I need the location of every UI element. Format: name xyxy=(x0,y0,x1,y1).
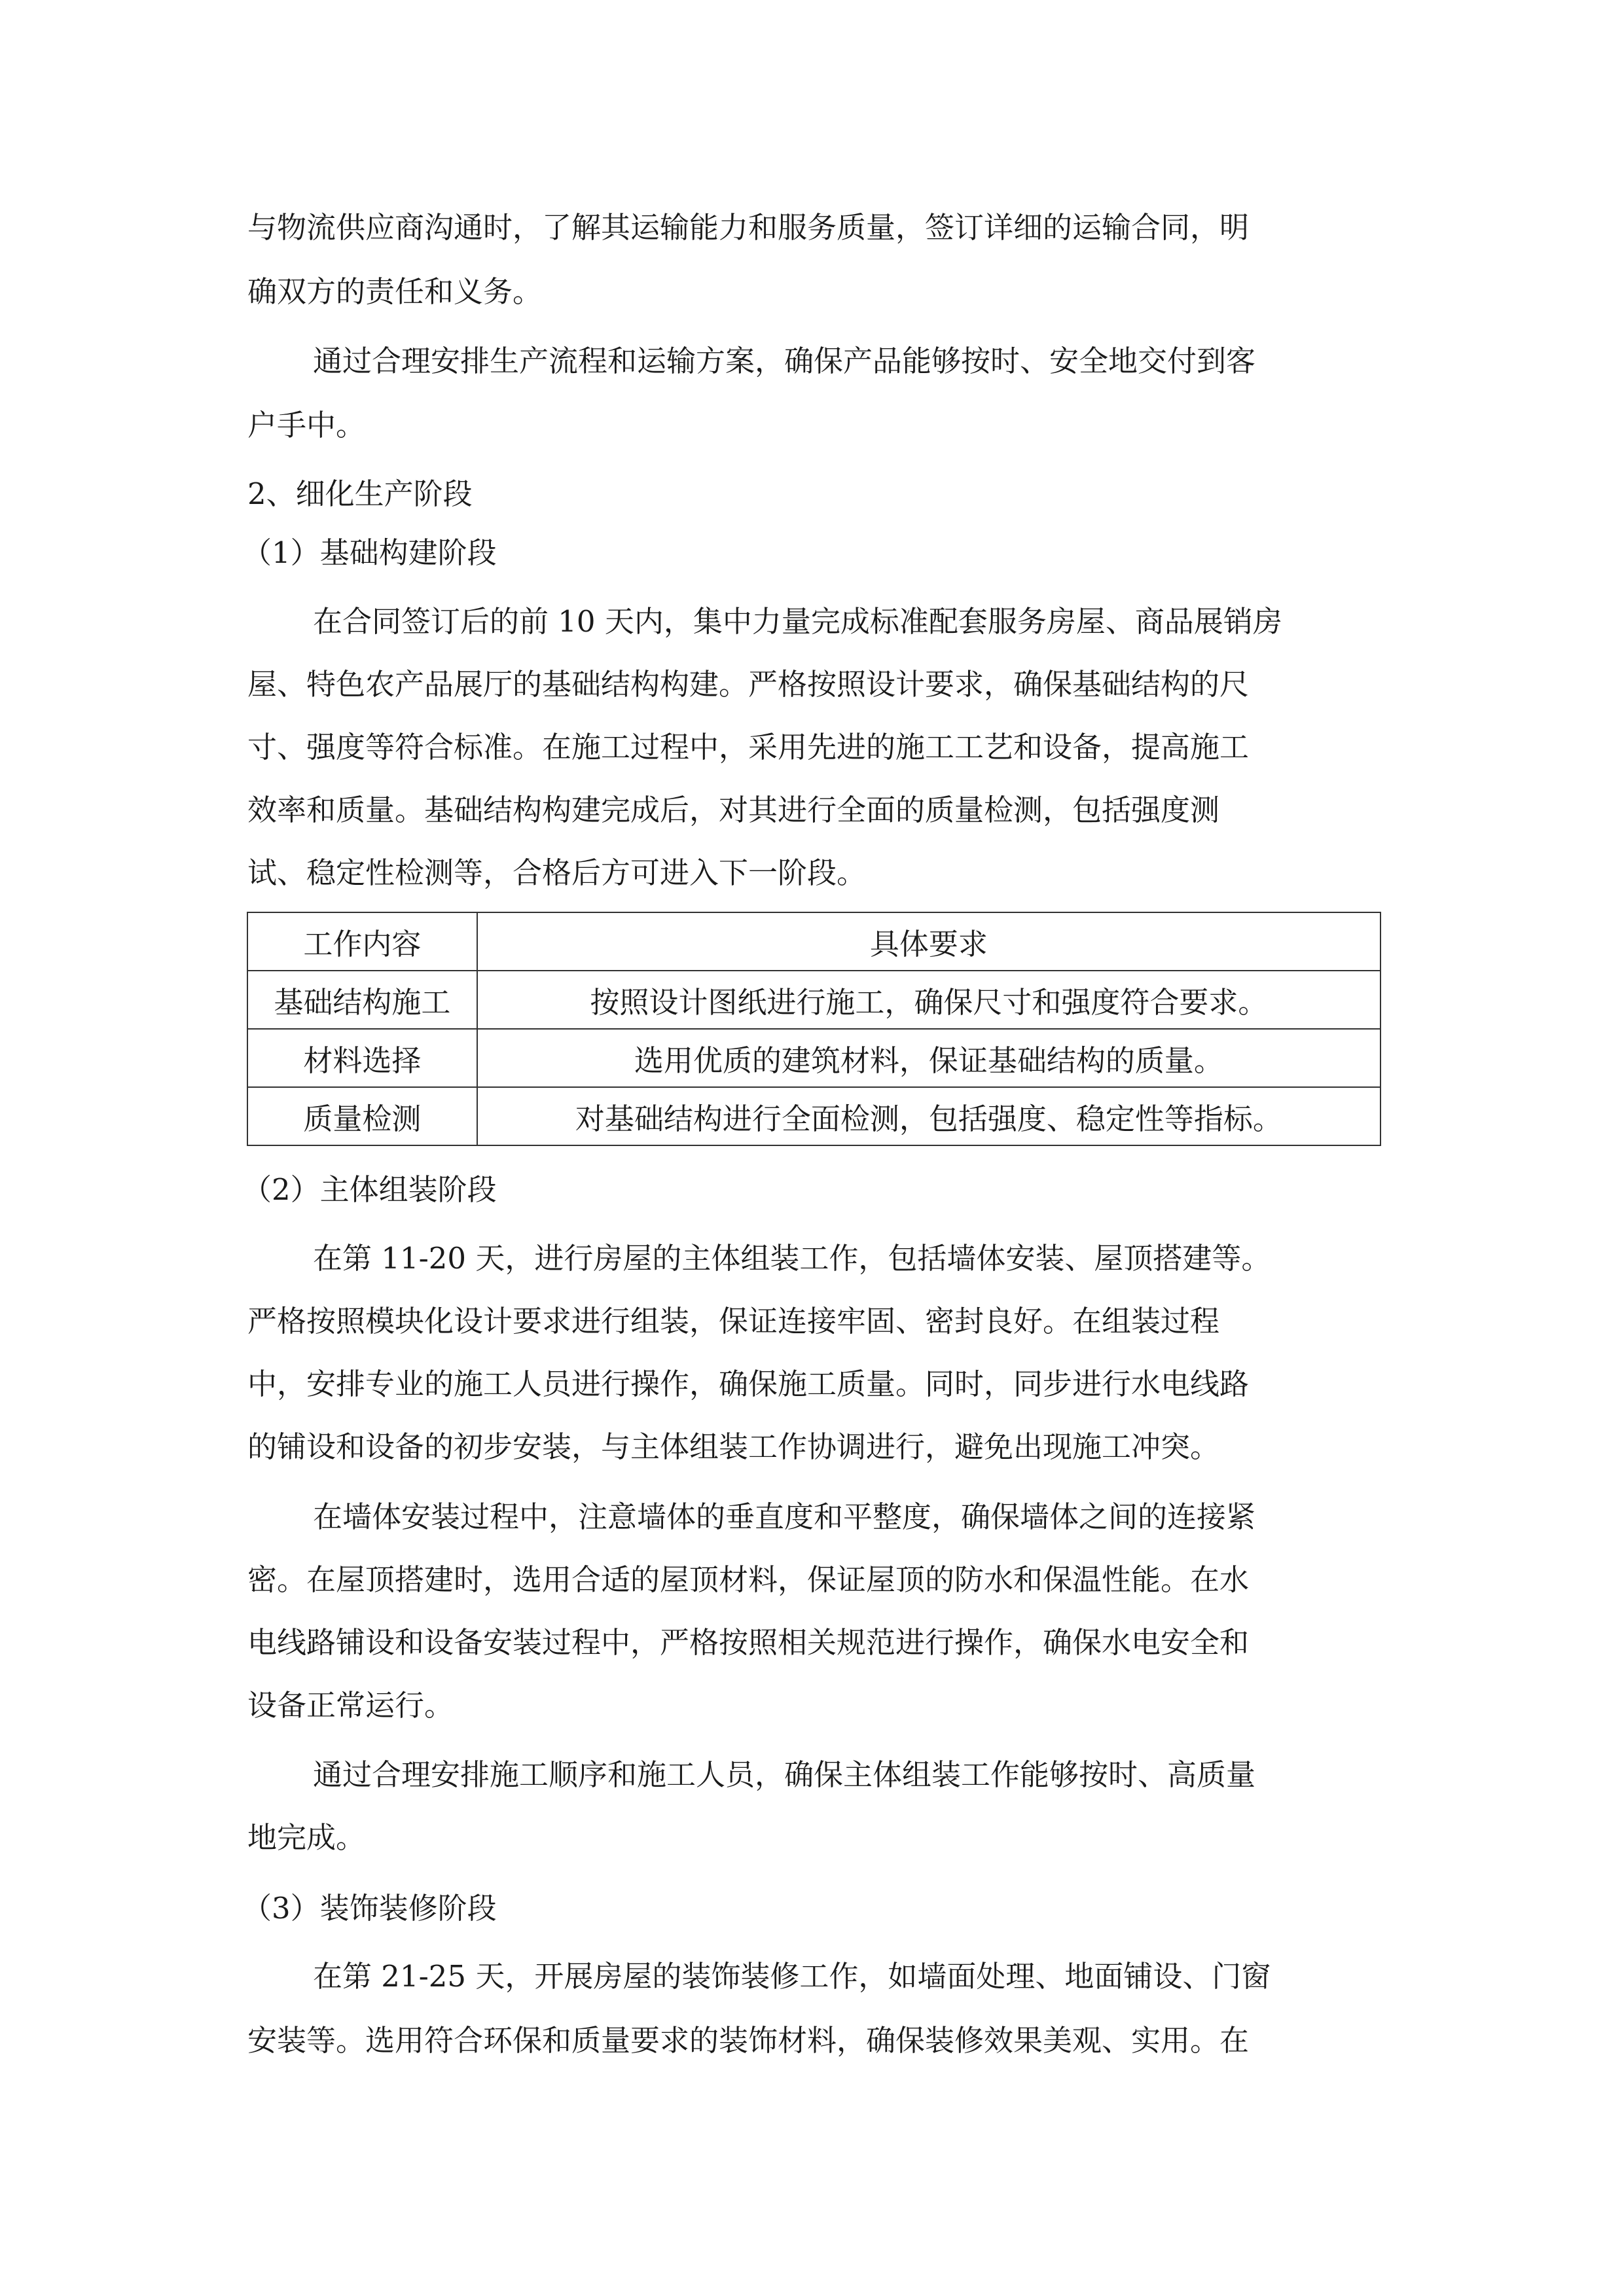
paragraph-line: 屋、特色农产品展厅的基础结构构建。严格按照设计要求，确保基础结构的尺 xyxy=(247,667,1250,702)
paragraph-line: 通过合理安排生产流程和运输方案，确保产品能够按时、安全地交付到客 xyxy=(313,344,1256,378)
table-row xyxy=(247,1029,1380,1087)
paragraph-line: 设备正常运行。 xyxy=(247,1688,454,1723)
paragraph-line: 确双方的责任和义务。 xyxy=(247,274,543,309)
paragraph-line: 地完成。 xyxy=(247,1820,366,1855)
table-header-cell: 具体要求 xyxy=(477,912,1380,971)
table-row xyxy=(247,1087,1380,1145)
table-cell: 基础结构施工 xyxy=(247,971,477,1029)
paragraph-line: 电线路铺设和设备安装过程中，严格按照相关规范进行操作，确保水电安全和 xyxy=(247,1625,1250,1660)
paragraph-line: 严格按照模块化设计要求进行组装，保证连接牢固、密封良好。在组装过程 xyxy=(247,1304,1220,1338)
subsection-heading: （2）主体组装阶段 xyxy=(242,1172,497,1207)
table-row xyxy=(247,971,1380,1029)
paragraph-line: 在合同签订后的前 10 天内，集中力量完成标准配套服务房屋、商品展销房 xyxy=(313,604,1282,639)
table-cell: 对基础结构进行全面检测，包括强度、稳定性等指标。 xyxy=(477,1087,1380,1145)
paragraph-line: 试、稳定性检测等，合格后方可进入下一阶段。 xyxy=(247,855,867,890)
paragraph-line: 与物流供应商沟通时，了解其运输能力和服务质量，签订详细的运输合同，明 xyxy=(247,210,1250,245)
paragraph-line: 通过合理安排施工顺序和施工人员，确保主体组装工作能够按时、高质量 xyxy=(313,1757,1256,1792)
table-header-cell: 工作内容 xyxy=(247,912,477,971)
paragraph-line: 的铺设和设备的初步安装，与主体组装工作协调进行，避免出现施工冲突。 xyxy=(247,1429,1220,1464)
table-cell: 质量检测 xyxy=(247,1087,477,1145)
paragraph-line: 在墙体安装过程中，注意墙体的垂直度和平整度，确保墙体之间的连接紧 xyxy=(313,1499,1256,1534)
section-heading: 2、细化生产阶段 xyxy=(247,476,473,511)
table-cell: 选用优质的建筑材料，保证基础结构的质量。 xyxy=(477,1029,1380,1087)
paragraph-line: 在第 21-25 天，开展房屋的装饰装修工作，如墙面处理、地面铺设、门窗 xyxy=(313,1959,1271,1994)
paragraph-line: 寸、强度等符合标准。在施工过程中，采用先进的施工工艺和设备，提高施工 xyxy=(247,730,1250,764)
subsection-heading: （1）基础构建阶段 xyxy=(242,535,497,570)
paragraph-line: 安装等。选用符合环保和质量要求的装饰材料，确保装修效果美观、实用。在 xyxy=(247,2023,1250,2058)
paragraph-line: 密。在屋顶搭建时，选用合适的屋顶材料，保证屋顶的防水和保温性能。在水 xyxy=(247,1562,1250,1597)
paragraph-line: 效率和质量。基础结构构建完成后，对其进行全面的质量检测，包括强度测 xyxy=(247,793,1220,827)
table-header-row xyxy=(247,912,1380,971)
table-cell: 按照设计图纸进行施工，确保尺寸和强度符合要求。 xyxy=(477,971,1380,1029)
paragraph-line: 户手中。 xyxy=(247,408,366,442)
paragraph-line: 在第 11-20 天，进行房屋的主体组装工作，包括墙体安装、屋顶搭建等。 xyxy=(313,1241,1271,1276)
paragraph-line: 中，安排专业的施工人员进行操作，确保施工质量。同时，同步进行水电线路 xyxy=(247,1367,1250,1401)
subsection-heading: （3）装饰装修阶段 xyxy=(242,1891,497,1926)
requirements-table xyxy=(247,912,1381,1146)
table-cell: 材料选择 xyxy=(247,1029,477,1087)
